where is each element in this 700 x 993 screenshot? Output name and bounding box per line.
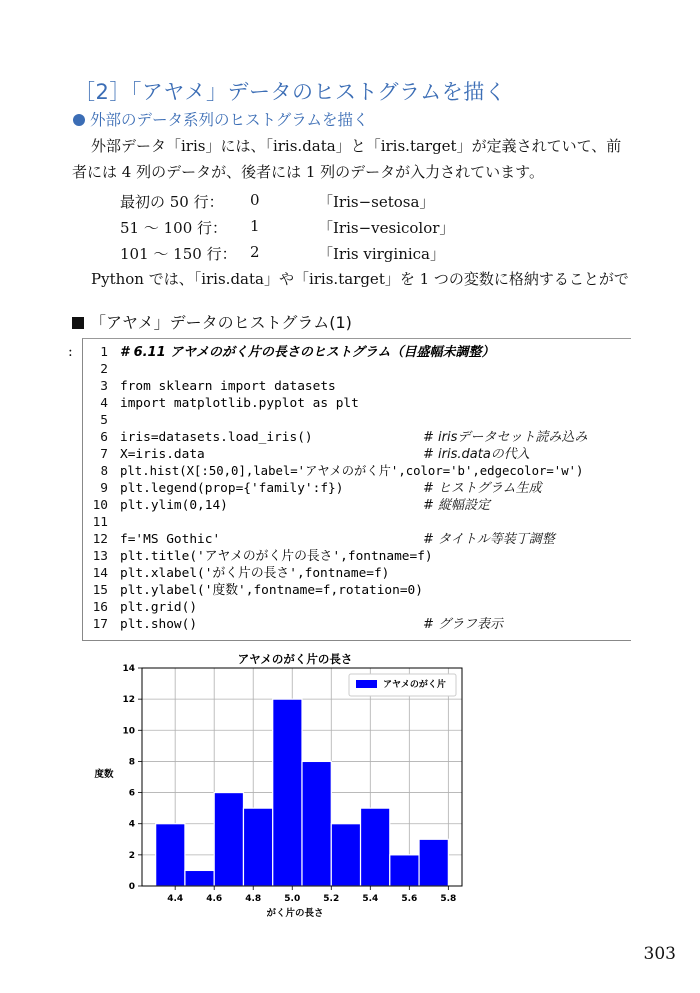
code-comment: # iris.dataの代入 [423, 447, 530, 462]
code-text: plt.grid() [120, 600, 198, 615]
paragraph-line-2: 者には 4 列のデータが、後者には 1 列のデータが入力されています。 [72, 163, 544, 181]
histogram-bar [185, 870, 214, 886]
code-comment: # グラフ表示 [423, 617, 504, 632]
x-tick-label: 4.6 [206, 894, 223, 904]
y-tick-label: 14 [122, 664, 135, 674]
code-line [83, 395, 359, 412]
y-tick-label: 4 [128, 819, 135, 830]
code-line [83, 514, 120, 531]
code-text: plt.ylabel('度数',fontname=f,rotation=0) [120, 583, 423, 598]
line-number: 14 [92, 566, 108, 581]
code-line [83, 599, 197, 616]
y-tick-label: 6 [128, 788, 135, 799]
code-line [83, 378, 336, 395]
histogram-bar [156, 824, 185, 886]
line-number: 4 [100, 396, 108, 411]
code-line [83, 616, 504, 633]
histogram-bar [390, 855, 419, 886]
histogram-bar [419, 839, 448, 886]
line-number: 8 [100, 464, 108, 478]
x-tick-label: 4.8 [245, 894, 262, 904]
subsection-title [73, 108, 369, 130]
x-tick-label: 5.6 [401, 894, 418, 904]
line-number: 13 [92, 549, 108, 564]
code-line [83, 344, 495, 361]
paragraph-line-1: 外部データ「iris」には、「iris.data」と「iris.target」が定義されていて、前 [91, 137, 622, 155]
y-tick-label: 8 [128, 757, 135, 768]
code-text: import matplotlib.pyplot as plt [120, 396, 359, 411]
code-line [83, 463, 583, 480]
code-text: plt.show() [120, 617, 198, 632]
y-tick-label: 12 [122, 695, 135, 706]
histogram-bar [214, 793, 243, 886]
species-name: 「Iris−vesicolor」 [318, 219, 455, 237]
line-number: 17 [92, 617, 108, 632]
line-number: 9 [100, 481, 108, 496]
line-number: 15 [92, 583, 108, 598]
line-number: 7 [100, 447, 108, 462]
species-name: 「Iris virginica」 [318, 245, 446, 263]
line-number: 2 [100, 362, 108, 377]
code-line [83, 565, 389, 582]
line-number: 11 [92, 515, 108, 530]
histogram-bar [361, 808, 390, 886]
section-title: ［2］「アヤメ」データのヒストグラムを描く [74, 80, 507, 104]
code-text: plt.xlabel('がく片の長さ',fontname=f) [120, 566, 390, 581]
code-text: X=iris.data [120, 447, 205, 462]
code-line [83, 548, 433, 565]
code-line [83, 361, 120, 378]
code-text: from sklearn import datasets [120, 379, 336, 394]
chart-title: アヤメのがく片の長さ [237, 652, 353, 666]
code-line [83, 582, 423, 599]
histogram-bar [331, 824, 360, 886]
line-number: 12 [92, 532, 108, 547]
code-comment: # 縦幅設定 [423, 498, 491, 513]
rows-label: 101 ～ 150 行： [120, 245, 237, 263]
code-listing [82, 338, 631, 641]
target-value: 1 [250, 217, 260, 235]
target-value: 2 [250, 243, 260, 261]
line-number: 10 [92, 498, 108, 513]
code-line [83, 531, 555, 548]
histogram-chart [80, 646, 480, 926]
y-tick-label: 10 [122, 726, 135, 737]
y-tick-label: 0 [128, 882, 135, 892]
rows-label: 51 ～ 100 行： [120, 219, 228, 237]
x-axis-label: がく片の長さ [266, 908, 324, 919]
line-number: 5 [100, 413, 108, 428]
subsection-title-text: 外部のデータ系列のヒストグラムを描く [90, 111, 369, 129]
code-line [83, 412, 120, 429]
code-comment: # irisデータセット読み込み [423, 430, 588, 445]
code-comment: # タイトル等装丁調整 [423, 532, 555, 547]
y-axis-label: 度数 [94, 769, 114, 780]
legend [349, 674, 456, 696]
page-number: 303 [643, 944, 676, 964]
x-tick-label: 5.0 [284, 894, 301, 904]
y-tick-label: 2 [128, 850, 135, 861]
x-tick-label: 4.4 [167, 894, 184, 904]
line-number: 16 [92, 600, 108, 615]
colon-mark: : [68, 344, 73, 360]
code-text: plt.legend(prop={'family':f}) [120, 481, 344, 496]
x-tick-label: 5.8 [440, 894, 457, 904]
rows-label: 最初の 50 行： [120, 193, 224, 211]
code-line [83, 497, 491, 514]
line-number: 3 [100, 379, 108, 394]
code-text: # 6.11 アヤメのがく片の長さのヒストグラム（目盛幅未調整） [120, 345, 495, 360]
code-text: plt.title('アヤメのがく片の長さ',fontname=f) [120, 549, 433, 564]
code-text: plt.ylim(0,14) [120, 498, 228, 513]
histogram-bar [243, 808, 272, 886]
x-tick-label: 5.4 [362, 894, 379, 904]
figure-caption-text: 「アヤメ」データのヒストグラム(1) [90, 313, 352, 332]
line-number: 1 [100, 345, 108, 360]
histogram-bar [302, 761, 331, 886]
paragraph-line-3: Python では、「iris.data」や「iris.target」を 1 つの変数に格納することがで [91, 270, 629, 288]
legend-swatch [356, 680, 377, 688]
figure-caption [72, 310, 352, 333]
bullet-dot-icon [73, 114, 85, 126]
code-text: iris=datasets.load_iris() [120, 430, 313, 445]
line-number: 6 [100, 430, 108, 445]
code-line [83, 480, 542, 497]
species-name: 「Iris−setosa」 [318, 193, 435, 211]
x-tick-label: 5.2 [323, 894, 340, 904]
code-line [83, 429, 588, 446]
code-comment: # ヒストグラム生成 [423, 481, 542, 496]
code-text: f='MS Gothic' [120, 532, 221, 547]
target-value: 0 [250, 191, 260, 209]
histogram-bar [273, 699, 302, 886]
legend-label: アヤメのがく片 [383, 680, 446, 690]
square-bullet-icon [72, 317, 84, 329]
code-text: plt.hist(X[:50,0],label='アヤメのがく片',color='b',edgecolor='w') [120, 464, 584, 478]
code-line [83, 446, 530, 463]
